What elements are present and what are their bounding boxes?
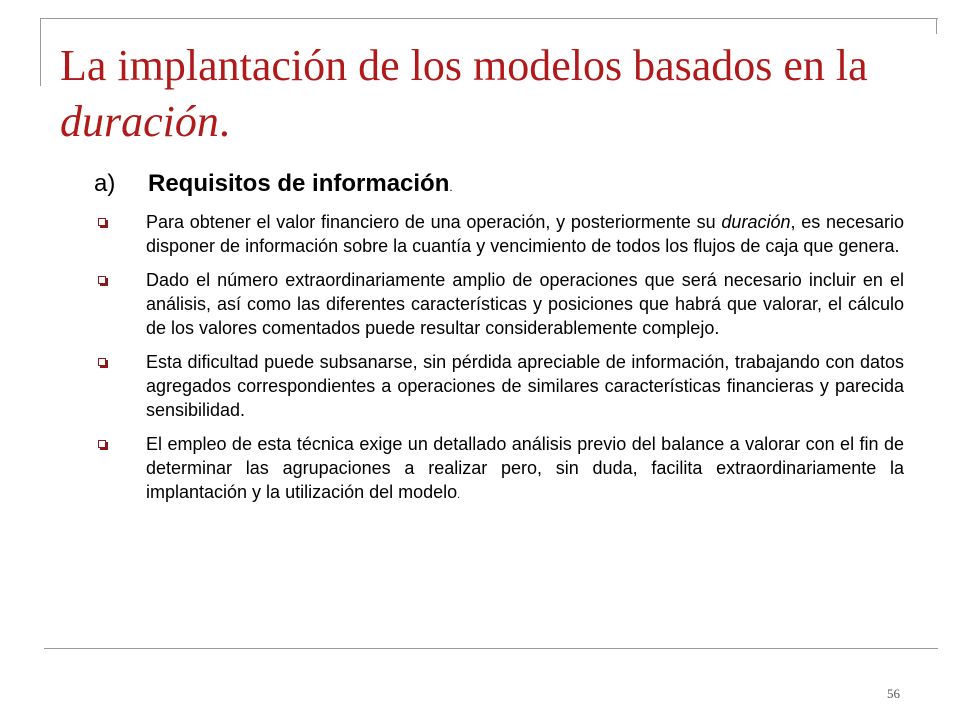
left-rule xyxy=(40,18,41,86)
bullet-text: El empleo de esta técnica exige un detallado análisis previo del balance a valorar con el fin de determinar las agrupaciones a realizar pero, sin duda, facilita extraordinariamente la implantación y la utilización del modelo. xyxy=(146,434,904,502)
bullet-text: Dado el número extraordinariamente amplio de operaciones que será necesario incluir en el análisis, así como las diferentes características y posiciones que habrá que valorar, el cálculo de los valores comentados puede resultar considerablemente complejo. xyxy=(146,270,904,338)
title-end: . xyxy=(218,97,230,146)
right-rule xyxy=(936,18,937,34)
bullet-item xyxy=(94,210,904,258)
section-label: a) xyxy=(94,170,116,197)
section-title: Requisitos de información xyxy=(148,170,450,197)
section-dot: . xyxy=(449,180,453,194)
section-heading xyxy=(94,170,453,198)
bullet-item xyxy=(94,268,904,340)
hollow-square-bullet-icon xyxy=(98,440,106,448)
slide-title xyxy=(60,38,920,150)
page-number: 56 xyxy=(887,686,900,701)
bullet-item xyxy=(94,350,904,422)
bullet-item xyxy=(94,432,904,507)
bullet-text: Para obtener el valor financiero de una operación, y posteriormente su duración, es necesario disponer de información sobre la cuantía y vencimiento de todos los flujos de caja que genera. xyxy=(146,212,904,256)
hollow-square-bullet-icon xyxy=(98,218,106,226)
bullet-text: Esta dificultad puede subsanarse, sin pérdida apreciable de información, trabajando con datos agregados correspondientes a operaciones de similares características financieras y parecida sensibilidad. xyxy=(146,352,904,420)
hollow-square-bullet-icon xyxy=(98,276,106,284)
top-rule xyxy=(40,18,938,19)
hollow-square-bullet-icon xyxy=(98,358,106,366)
title-italic: duración xyxy=(60,97,219,146)
title-text: La implantación de los modelos basados en la xyxy=(60,41,868,90)
footer-rule xyxy=(44,648,938,649)
bullet-list xyxy=(94,210,904,517)
